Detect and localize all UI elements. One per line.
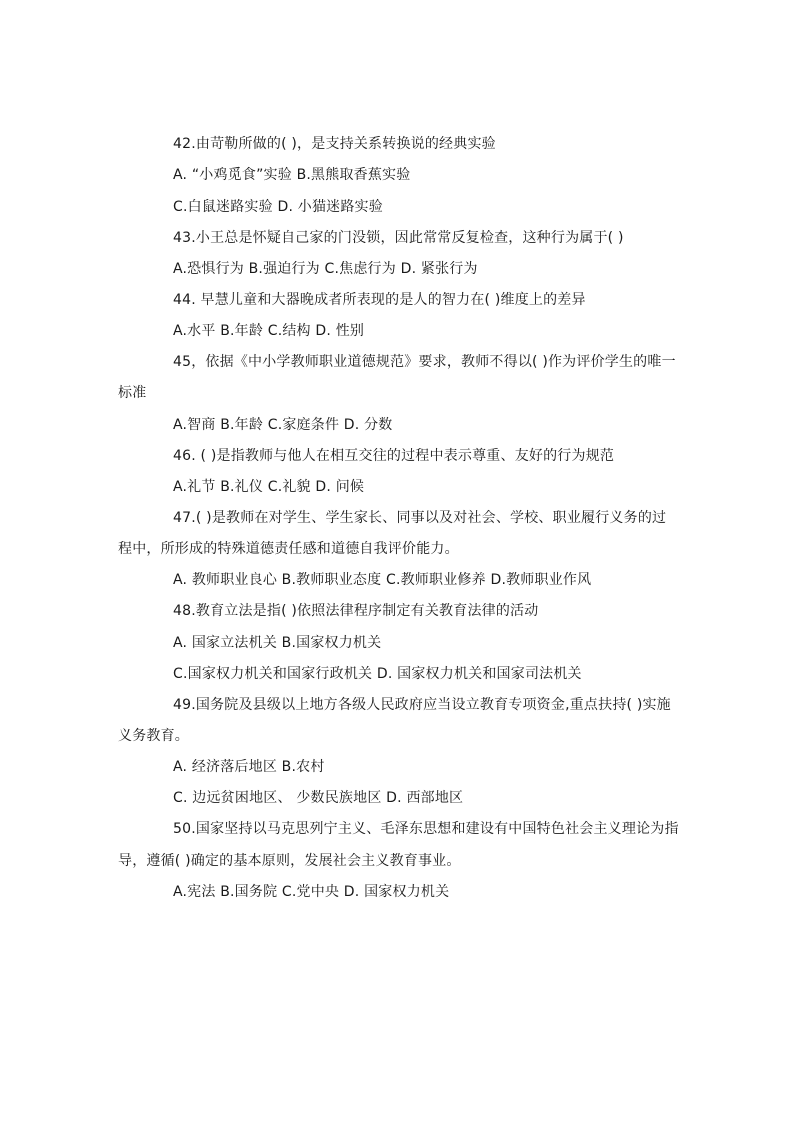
question-48-options-cd: C.国家权力机关和国家行政机关 D. 国家权力机关和国家司法机关 xyxy=(173,666,582,682)
question-42-options-ab: A. “小鸡觅食”实验 B.黑熊取香蕉实验 xyxy=(173,167,411,183)
question-49-line-1: 49.国务院及县级以上地方各级人民政府应当设立教育专项资金,重点扶持( )实施 xyxy=(173,697,671,713)
question-50-line-2: 导，遵循( )确定的基本原则，发展社会主义教育事业。 xyxy=(118,853,461,869)
question-50-line-1: 50.国家坚持以马克思列宁主义、毛泽东思想和建设有中国特色社会主义理论为指 xyxy=(173,821,679,837)
question-50-options: A.宪法 B.国务院 C.党中央 D. 国家权力机关 xyxy=(173,884,450,900)
question-48-options-ab: A. 国家立法机关 B.国家权力机关 xyxy=(173,635,382,651)
question-42-options-cd: C.白鼠迷路实验 D. 小猫迷路实验 xyxy=(173,199,383,215)
question-48: 48.教育立法是指( )依照法律程序制定有关教育法律的活动 xyxy=(173,603,539,619)
question-49-options-cd: C. 边远贫困地区、 少数民族地区 D. 西部地区 xyxy=(173,790,464,806)
question-43: 43.小王总是怀疑自己家的门没锁，因此常常反复检查，这种行为属于( ) xyxy=(173,230,624,246)
question-45-line-1: 45，依据《中小学教师职业道德规范》要求，教师不得以( )作为评价学生的唯一 xyxy=(173,354,676,370)
question-47-options: A. 教师职业良心 B.教师职业态度 C.教师职业修养 D.教师职业作风 xyxy=(173,572,592,588)
question-46-options: A.礼节 B.礼仪 C.礼貌 D. 问候 xyxy=(173,479,365,495)
question-43-options: A.恐惧行为 B.强迫行为 C.焦虑行为 D. 紧张行为 xyxy=(173,261,478,277)
question-47-line-2: 程中，所形成的特殊道德责任感和道德自我评价能力。 xyxy=(118,541,459,557)
question-47-line-1: 47.( )是教师在对学生、学生家长、同事以及对社会、学校、职业履行义务的过 xyxy=(173,510,667,526)
question-49-line-2: 义务教育。 xyxy=(118,728,189,744)
question-45-line-2: 标准 xyxy=(118,385,147,401)
question-44: 44. 早慧儿童和大器晚成者所表现的是人的智力在( )维度上的差异 xyxy=(173,292,586,308)
question-46: 46. ( )是指教师与他人在相互交往的过程中表示尊重、友好的行为规范 xyxy=(173,448,615,464)
question-44-options: A.水平 B.年龄 C.结构 D. 性别 xyxy=(173,323,365,339)
question-45-options: A.智商 B.年龄 C.家庭条件 D. 分数 xyxy=(173,417,393,433)
question-42: 42.由苛勒所做的( )，是支持关系转换说的经典实验 xyxy=(173,136,496,152)
question-49-options-ab: A. 经济落后地区 B.农村 xyxy=(173,759,325,775)
